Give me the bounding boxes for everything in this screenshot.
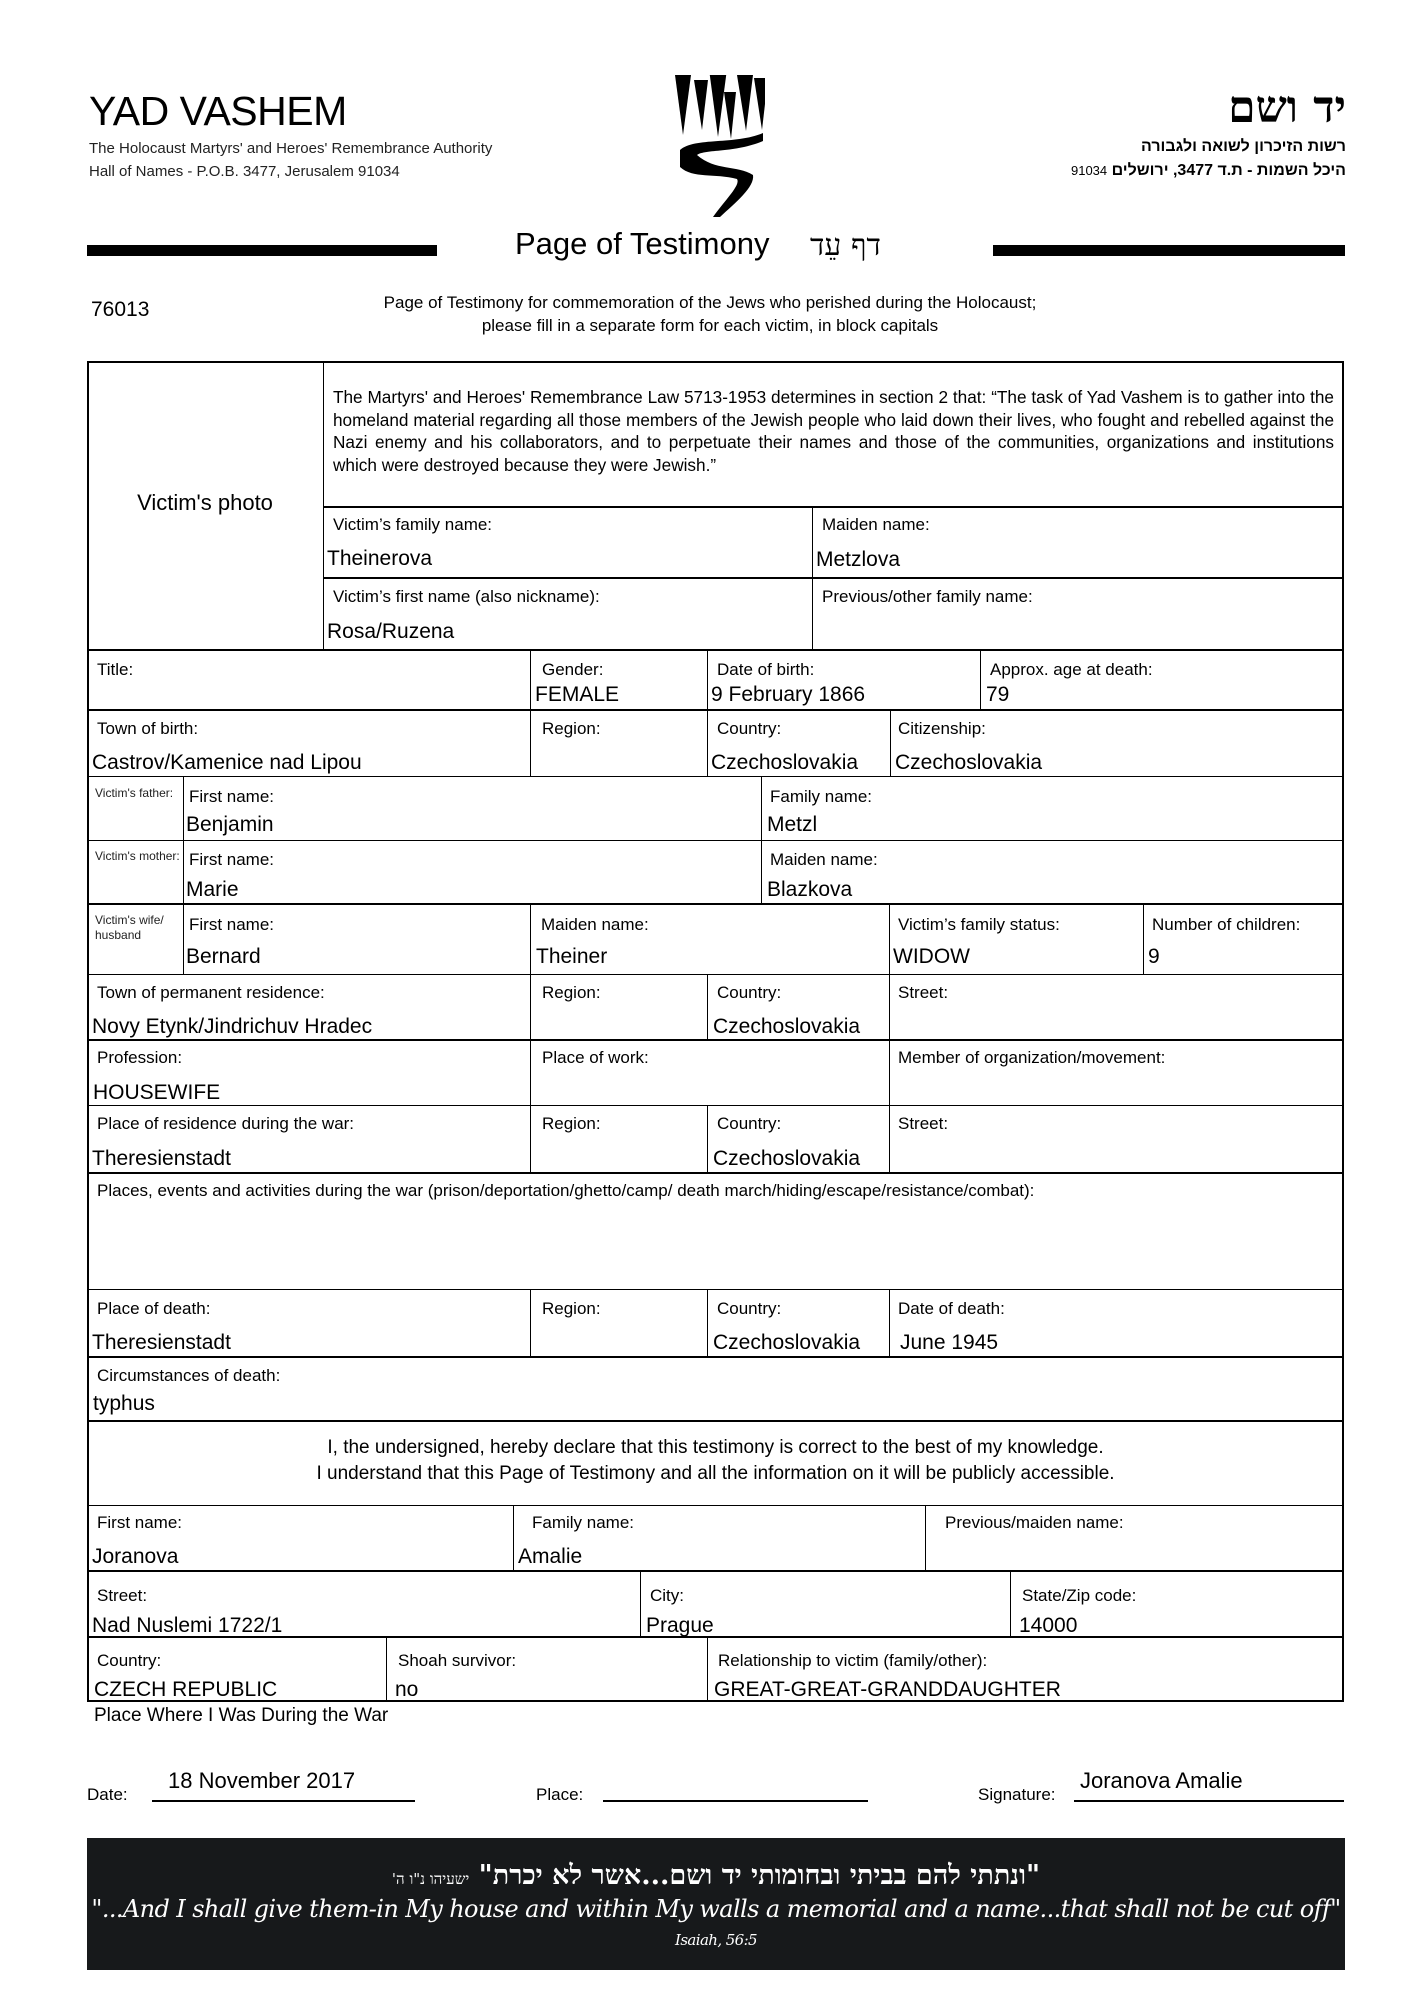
submitter-city-label: City: (650, 1586, 684, 1605)
quote-en (87, 1895, 1345, 1951)
org-subtitle-en: The Holocaust Martyrs' and Heroes' Remembrance Authority (89, 140, 493, 157)
spouse-maiden-name-field[interactable]: Theiner (536, 945, 608, 968)
residence-region-label: Region: (542, 983, 601, 1002)
divider (87, 1636, 1344, 1638)
divider (87, 1570, 1344, 1572)
submitter-zip-field[interactable]: 14000 (1019, 1614, 1078, 1637)
divider (87, 709, 1344, 711)
divider (386, 1637, 387, 1702)
divider (1143, 904, 1144, 974)
maiden-name-label: Maiden name: (822, 515, 930, 534)
death-country-field[interactable]: Czechoslovakia (713, 1331, 861, 1354)
town-of-birth-field[interactable]: Castrov/Kamenice nad Lipou (92, 751, 362, 774)
divider (707, 650, 708, 710)
date-of-death-label: Date of death: (898, 1299, 1005, 1318)
war-events-field[interactable] (95, 1210, 1335, 1285)
residence-street-label: Street: (898, 983, 949, 1002)
date-underline (152, 1800, 415, 1802)
divider (323, 577, 1344, 579)
divider (87, 903, 1344, 905)
menorah-flame-logo-icon (655, 75, 765, 220)
intro-text (320, 291, 1100, 337)
citizenship-label: Citizenship: (898, 719, 986, 738)
intro-line-1: Page of Testimony for commemoration of the Jews who perished during the Holocaust; (383, 293, 1037, 312)
divider (890, 710, 891, 777)
place-label: Place: (536, 1785, 584, 1804)
divider (889, 1106, 890, 1173)
residence-country-field[interactable]: Czechoslovakia (713, 1015, 861, 1038)
mother-maiden-name-label: Maiden name: (770, 850, 878, 869)
divider (761, 777, 762, 905)
isaiah-quote-banner (87, 1838, 1345, 1970)
mother-maiden-name-field[interactable]: Blazkova (767, 878, 853, 901)
divider (889, 1290, 890, 1357)
divider (87, 1039, 1344, 1041)
victim-first-name-label: Victim’s first name (also nickname): (333, 587, 600, 606)
title-bar-left (87, 245, 437, 256)
divider (530, 904, 531, 974)
maiden-name-field[interactable]: Metzlova (816, 548, 901, 571)
divider (889, 904, 890, 974)
relationship-label: Relationship to victim (family/other): (718, 1651, 988, 1670)
citizenship-field[interactable]: Czechoslovakia (895, 751, 1043, 774)
org-name-en: YAD VASHEM (89, 88, 347, 134)
previous-family-name-label: Previous/other family name: (822, 587, 1033, 606)
divider (183, 777, 184, 905)
residence-country-label: Country: (717, 983, 782, 1002)
family-status-label: Victim’s family status: (898, 915, 1060, 934)
spouse-side-label: Victim's wife/ husband (95, 913, 164, 942)
war-residence-field[interactable]: Theresienstadt (92, 1147, 231, 1170)
father-first-name-field[interactable]: Benjamin (186, 813, 274, 836)
page-title: Page of Testimony (515, 226, 770, 261)
age-at-death-field[interactable]: 79 (986, 683, 1010, 706)
divider (980, 650, 981, 710)
title-bar-right (993, 245, 1345, 256)
divider (530, 1040, 531, 1106)
page-title-he: דף עֵד (810, 228, 881, 263)
place-of-work-label: Place of work: (542, 1048, 649, 1067)
divider (183, 904, 184, 974)
divider (87, 974, 1344, 975)
divider (87, 1289, 1344, 1290)
residence-town-field[interactable]: Novy Etynk/Jindrichuv Hradec (92, 1015, 373, 1038)
residence-town-label: Town of permanent residence: (97, 983, 325, 1002)
organization-label: Member of organization/movement: (898, 1048, 1166, 1067)
submitter-first-name-label: First name: (97, 1513, 183, 1532)
circumstances-field[interactable]: typhus (93, 1392, 155, 1415)
divider (530, 1106, 531, 1173)
divider (87, 776, 1344, 777)
divider (530, 1290, 531, 1357)
place-of-death-label: Place of death: (97, 1299, 211, 1318)
org-address-en: Hall of Names - P.O.B. 3477, Jerusalem 91034 (89, 163, 400, 180)
declaration-text (87, 1435, 1344, 1487)
quote-he-text: "ונתתי להם בביתי ובחומותי יד ושם...אשר לא יכרת" (478, 1860, 1041, 1891)
divider (530, 975, 531, 1040)
quote-en-text: "...And I shall give them-in My house and within My walls a memorial and a name...that shall not be cut off" (91, 1895, 1341, 1923)
place-of-death-field[interactable]: Theresienstadt (92, 1331, 231, 1354)
father-family-name-label: Family name: (770, 787, 873, 806)
victim-family-name-field[interactable]: Theinerova (327, 547, 433, 570)
death-country-label: Country: (717, 1299, 782, 1318)
submitter-street-field[interactable]: Nad Nuslemi 1722/1 (92, 1614, 283, 1637)
mother-side-label: Victim's mother: (95, 849, 180, 863)
profession-field[interactable]: HOUSEWIFE (93, 1081, 221, 1104)
town-of-birth-label: Town of birth: (97, 719, 199, 738)
divider (889, 975, 890, 1040)
war-street-label: Street: (898, 1114, 949, 1133)
divider (530, 710, 531, 777)
signature-field[interactable]: Joranova Amalie (1080, 1768, 1243, 1793)
birth-country-label: Country: (717, 719, 782, 738)
war-country-field[interactable]: Czechoslovakia (713, 1147, 861, 1170)
victim-photo-placeholder[interactable]: Victim's photo (137, 490, 273, 515)
quote-en-ref: Isaiah, 56:5 (675, 1931, 757, 1949)
father-side-label: Victim's father: (95, 786, 174, 800)
family-status-field[interactable]: WIDOW (893, 945, 970, 968)
spouse-first-name-field[interactable]: Bernard (186, 945, 261, 968)
divider (87, 1420, 1344, 1422)
divider (1010, 1571, 1011, 1636)
org-address-he (1071, 162, 1346, 180)
submitter-previous-name-label: Previous/maiden name: (945, 1513, 1124, 1532)
declaration-line-2: I understand that this Page of Testimony and all the information on it will be publicly accessible. (316, 1463, 1115, 1484)
mother-first-name-field[interactable]: Marie (186, 878, 239, 901)
divider (87, 840, 1344, 841)
quote-he (87, 1860, 1345, 1891)
signature-underline (1074, 1800, 1344, 1802)
date-of-birth-label: Date of birth: (717, 660, 815, 679)
gender-label: Gender: (542, 660, 604, 679)
place-underline (603, 1800, 868, 1802)
declaration-line-1: I, the undersigned, hereby declare that this testimony is correct to the best of my knowledge. (327, 1437, 1104, 1458)
quote-he-ref: ישעיהו נ"ו ה' (391, 1870, 470, 1888)
org-zip-he: 91034 (1070, 163, 1108, 178)
age-at-death-label: Approx. age at death: (990, 660, 1153, 679)
signature-label: Signature: (978, 1785, 1056, 1804)
children-field[interactable]: 9 (1148, 945, 1160, 968)
law-text: The Martyrs' and Heroes' Remembrance Law 5713-1953 determines in section 2 that: “The task of Yad Vashem is to gather into the homeland material regarding all those members of the Jewish people who laid down their lives, who fought and rebelled against the Nazi enemy and his collaborators, and to perpetuate their names and those of the communities, organizations and institutions which were destroyed because they were Jewish.” (333, 387, 1334, 475)
divider (707, 975, 708, 1040)
divider (707, 1637, 708, 1702)
divider (513, 1506, 514, 1570)
divider (707, 1290, 708, 1357)
shoah-survivor-field[interactable]: no (395, 1678, 419, 1701)
submitter-family-name-field[interactable]: Amalie (518, 1545, 583, 1568)
divider (707, 710, 708, 777)
war-country-label: Country: (717, 1114, 782, 1133)
divider (530, 650, 531, 710)
birth-country-field[interactable]: Czechoslovakia (711, 751, 859, 774)
profession-label: Profession: (97, 1048, 183, 1067)
submitter-street-label: Street: (97, 1586, 148, 1605)
submitter-zip-label: State/Zip code: (1022, 1586, 1137, 1605)
form-number: 76013 (91, 298, 150, 321)
submitter-city-field[interactable]: Prague (646, 1614, 714, 1637)
title-label: Title: (97, 660, 134, 679)
gender-field[interactable]: FEMALE (535, 683, 620, 706)
war-region-label: Region: (542, 1114, 601, 1133)
children-label: Number of children: (1152, 915, 1301, 934)
divider (640, 1571, 641, 1636)
relationship-field[interactable]: GREAT-GREAT-GRANDDAUGHTER (714, 1678, 1061, 1701)
father-family-name-field[interactable]: Metzl (767, 813, 818, 836)
divider (87, 1105, 1344, 1106)
org-name-he: יד ושם (1228, 82, 1346, 133)
spouse-maiden-name-label: Maiden name: (541, 915, 649, 934)
shoah-survivor-label: Shoah survivor: (398, 1651, 517, 1670)
death-region-label: Region: (542, 1299, 601, 1318)
submitter-family-name-label: Family name: (532, 1513, 635, 1532)
war-events-label: Places, events and activities during the war (prison/deportation/ghetto/camp/ death march/hiding/escape/resistance/combat): (97, 1181, 1035, 1200)
birth-region-label: Region: (542, 719, 601, 738)
date-label: Date: (87, 1785, 128, 1804)
mother-first-name-label: First name: (189, 850, 275, 869)
submitter-country-field[interactable]: CZECH REPUBLIC (94, 1678, 278, 1701)
spouse-first-name-label: First name: (189, 915, 275, 934)
divider (889, 1040, 890, 1106)
war-place-note: Place Where I Was During the War (94, 1705, 389, 1726)
war-residence-label: Place of residence during the war: (97, 1114, 355, 1133)
date-field[interactable]: 18 November 2017 (168, 1768, 356, 1793)
divider (925, 1506, 926, 1570)
org-address-he-text: היכל השמות - ת.ד 3477, ירושלים (1111, 162, 1346, 179)
date-of-birth-field[interactable]: 9 February 1866 (711, 683, 866, 706)
divider (707, 1106, 708, 1173)
intro-line-2: please fill in a separate form for each victim, in block capitals (481, 316, 939, 335)
divider (87, 1172, 1344, 1174)
circumstances-label: Circumstances of death: (97, 1366, 281, 1385)
date-of-death-field[interactable]: June 1945 (900, 1331, 999, 1354)
divider (87, 1356, 1344, 1358)
father-first-name-label: First name: (189, 787, 275, 806)
victim-family-name-label: Victim’s family name: (333, 515, 493, 534)
victim-first-name-field[interactable]: Rosa/Ruzena (327, 620, 455, 643)
divider (87, 649, 1344, 651)
divider (87, 1505, 1344, 1506)
submitter-country-label: Country: (97, 1651, 162, 1670)
divider (323, 506, 1344, 508)
submitter-first-name-field[interactable]: Joranova (92, 1545, 179, 1568)
org-subtitle-he: רשות הזיכרון לשואה ולגבורה (1140, 138, 1346, 155)
